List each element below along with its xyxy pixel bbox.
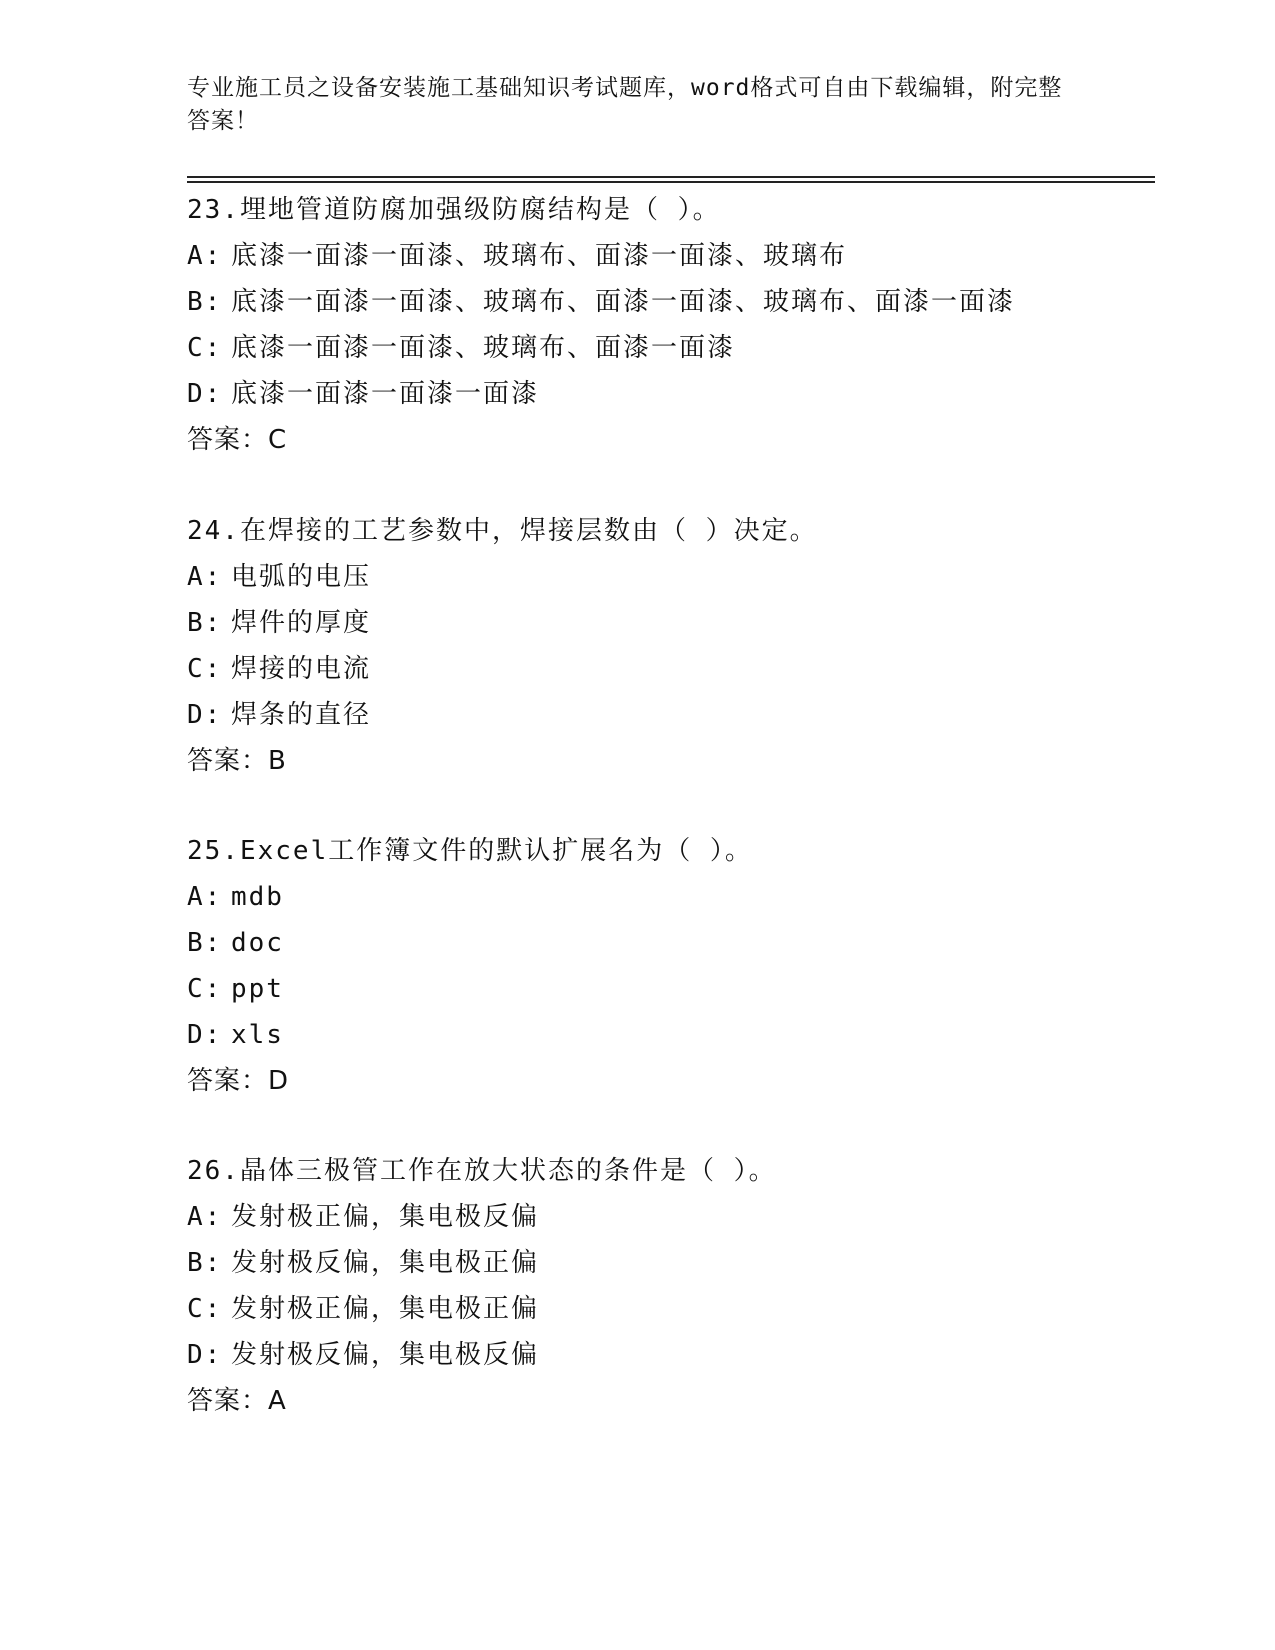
- option-text: 发射极反偏，集电极正偏: [231, 1248, 540, 1278]
- option-b: [187, 920, 1167, 966]
- option-b: [187, 1240, 1167, 1286]
- header-divider-thin: [187, 181, 1155, 183]
- option-a: [187, 874, 1167, 920]
- option-d: [187, 1332, 1167, 1378]
- option-text: 焊件的厚度: [231, 608, 372, 638]
- question-stem: 23.埋地管道防腐加强级防腐结构是（ ）。: [187, 195, 721, 225]
- option-text: 底漆一面漆一面漆、玻璃布、面漆一面漆、玻璃布: [231, 241, 848, 271]
- option-b: [187, 279, 1167, 325]
- option-text: 发射极正偏，集电极反偏: [231, 1202, 540, 1232]
- answer: 答案：A: [187, 1386, 287, 1416]
- option-b: [187, 600, 1167, 646]
- option-text: xls: [231, 1020, 284, 1050]
- option-text: 发射极正偏，集电极正偏: [231, 1294, 540, 1324]
- option-a: [187, 233, 1167, 279]
- question-stem: 25.Excel工作簿文件的默认扩展名为（ ）。: [187, 836, 753, 866]
- header-divider: [187, 176, 1155, 178]
- option-label: B:: [187, 608, 223, 638]
- option-text: 底漆一面漆一面漆、玻璃布、面漆一面漆: [231, 333, 736, 363]
- option-a: [187, 554, 1167, 600]
- question-stem: 24.在焊接的工艺参数中，焊接层数由（ ）决定。: [187, 516, 818, 546]
- option-text: 焊条的直径: [231, 700, 372, 730]
- option-label: D:: [187, 379, 223, 409]
- option-label: A:: [187, 562, 223, 592]
- question-25: [187, 828, 1167, 1104]
- option-text: mdb: [231, 882, 284, 912]
- option-text: 底漆一面漆一面漆一面漆: [231, 379, 540, 409]
- option-text: ppt: [231, 974, 284, 1004]
- option-c: [187, 1286, 1167, 1332]
- answer: 答案：C: [187, 425, 288, 455]
- option-text: 底漆一面漆一面漆、玻璃布、面漆一面漆、玻璃布、面漆一面漆: [231, 287, 1016, 317]
- option-label: C:: [187, 974, 223, 1004]
- option-c: [187, 966, 1167, 1012]
- option-label: B:: [187, 928, 223, 958]
- option-d: [187, 371, 1167, 417]
- option-c: [187, 646, 1167, 692]
- option-label: B:: [187, 1248, 223, 1278]
- answer: 答案：B: [187, 746, 287, 776]
- option-a: [187, 1194, 1167, 1240]
- document-header: 专业施工员之设备安装施工基础知识考试题库，word格式可自由下载编辑，附完整答案！: [187, 75, 1063, 134]
- option-label: C:: [187, 333, 223, 363]
- option-label: A:: [187, 241, 223, 271]
- option-label: A:: [187, 882, 223, 912]
- option-label: D:: [187, 1020, 223, 1050]
- option-d: [187, 692, 1167, 738]
- option-label: C:: [187, 654, 223, 684]
- option-text: 电弧的电压: [231, 562, 372, 592]
- option-label: C:: [187, 1294, 223, 1324]
- option-text: 发射极反偏，集电极反偏: [231, 1340, 540, 1370]
- option-label: B:: [187, 287, 223, 317]
- option-d: [187, 1012, 1167, 1058]
- option-label: A:: [187, 1202, 223, 1232]
- option-text: 焊接的电流: [231, 654, 372, 684]
- option-label: D:: [187, 1340, 223, 1370]
- option-c: [187, 325, 1167, 371]
- question-24: [187, 508, 1167, 784]
- option-text: doc: [231, 928, 284, 958]
- question-stem: 26.晶体三极管工作在放大状态的条件是（ ）。: [187, 1156, 777, 1186]
- answer: 答案：D: [187, 1066, 290, 1096]
- question-26: [187, 1148, 1167, 1424]
- question-23: [187, 187, 1167, 463]
- option-label: D:: [187, 700, 223, 730]
